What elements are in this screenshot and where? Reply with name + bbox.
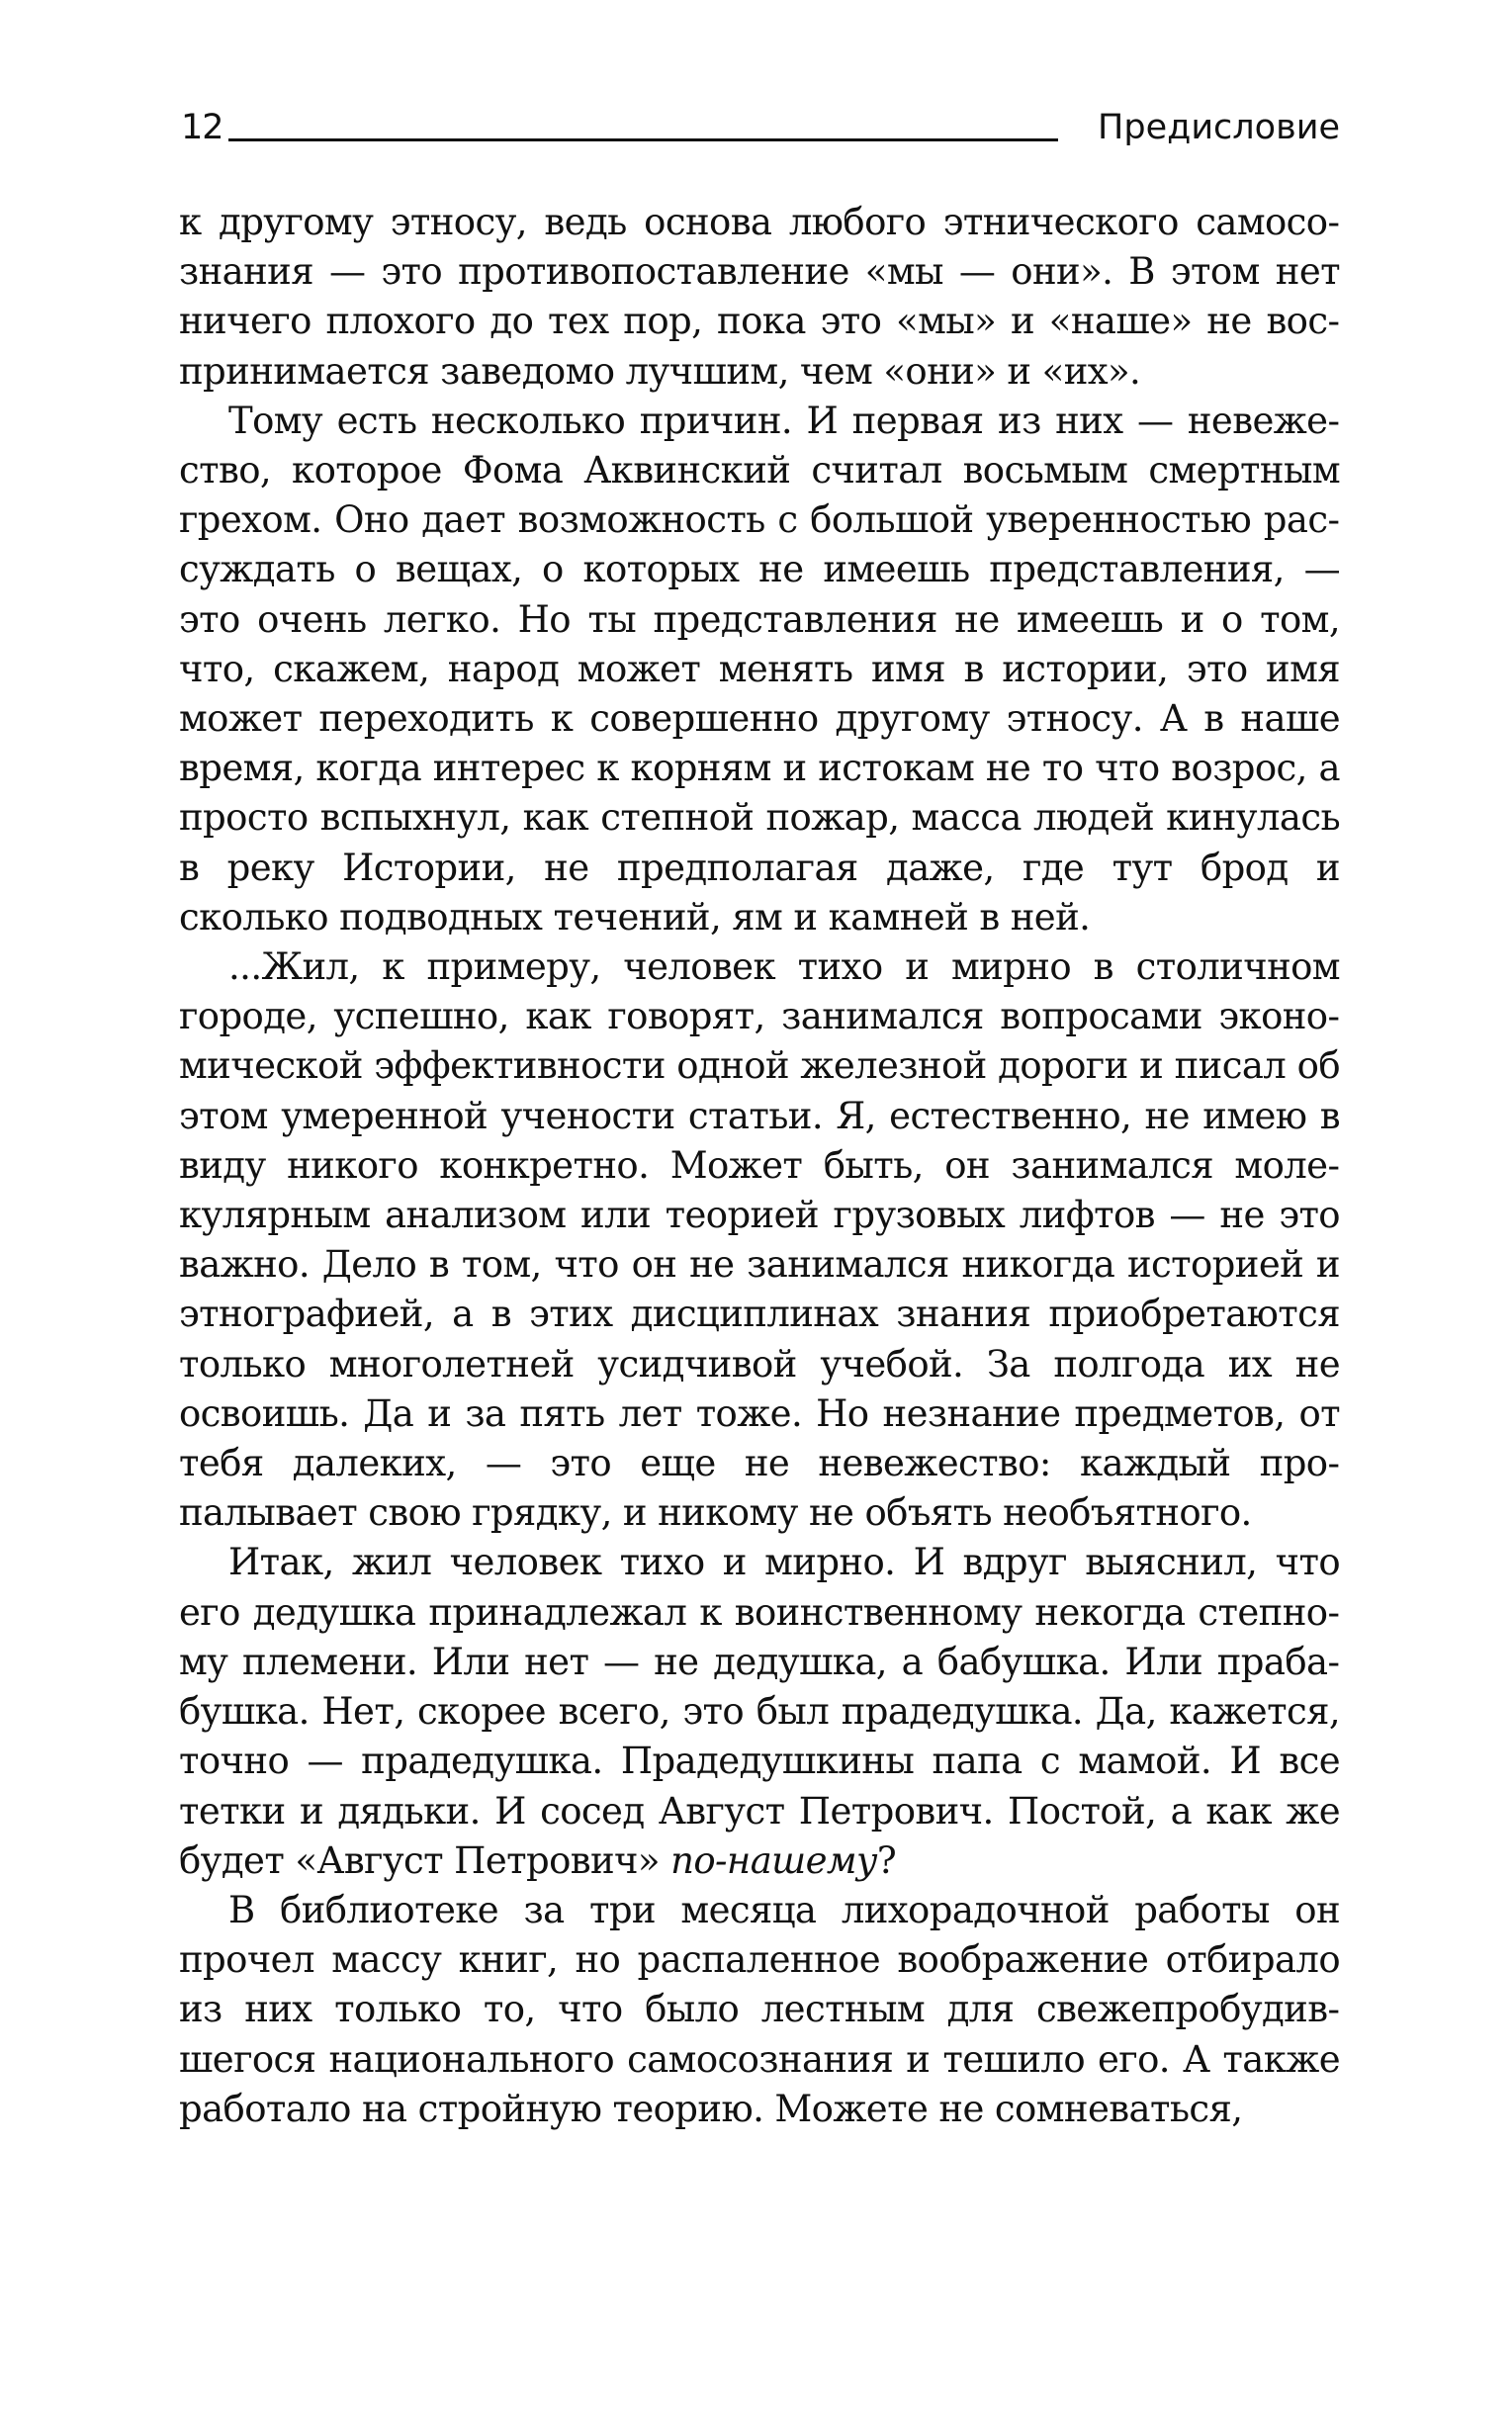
section-title: Предисловие xyxy=(1098,108,1340,147)
paragraph-4-end: ? xyxy=(876,1838,897,1882)
page-number: 12 xyxy=(181,108,223,147)
paragraph-4 xyxy=(179,1538,1340,1885)
body-text xyxy=(179,198,1340,2134)
paragraph-5: В библиотеке за три месяца лихорадочной работы он прочел массу книг, но распаленное воображение отбирало из них только то, что было лестным для свежепробудившегося национального самосознания и тешило его. А также работало на стройную теорию. Можете не сомневаться, xyxy=(179,1888,1340,2130)
paragraph-4-text: Итак, жил человек тихо и мирно. И вдруг выяснил, что его дедушка принадлежал к воинственному некогда степному племени. Или нет — не дедушка, а бабушка. Или прабабушка. Нет, скорее всего, это был прадедушка. Да, кажется, точно — прадедушка. Прадедушкины папа с мамой. И все тетки и дядьки. И сосед Август Петрович. Постой, а как же будет «Август Петрович» xyxy=(179,1541,1340,1882)
paragraph-1: к другому этносу, ведь основа любого этнического самосознания — это противопоставление «мы — они». В этом нет ничего плохого до тех пор, пока это «мы» и «наше» не воспринимается заведомо лучшим, чем «они» и «их». xyxy=(179,201,1340,393)
paragraph-3: ...Жил, к примеру, человек тихо и мирно в столичном городе, успешно, как говорят, занимался вопросами экономической эффективности одной железной дороги и писал об этом умеренной учености статьи. Я, естественно, не имею в виду никого конкретно. Может быть, он занимался молекулярным анализом или теорией грузовых лифтов — не это важно. Дело в том, что он не занимался никогда историей и этнографией, а в этих дисциплинах знания приобретаются только многолетней усидчивой учебой. За полгода их не освоишь. Да и за пять лет тоже. Но незнание предметов, от тебя далеких, — это еще не невежество: каждый пропалывает свою грядку, и никому не объять необъятного. xyxy=(179,945,1340,1535)
header-rule xyxy=(228,138,1058,141)
paragraph-2: Тому есть несколько причин. И первая из них — невежество, которое Фома Аквинский считал восьмым смертным грехом. Оно дает возможность с большой уверенностью рассуждать о вещах, о которых не имеешь представления, — это очень легко. Но ты представления не имеешь и о том, что, скажем, народ может менять имя в истории, это имя может переходить к совершенно другому этносу. А в наше время, когда интерес к корням и истокам не то что возрос, а просто вспыхнул, как степной пожар, масса людей кинулась в реку Истории, не предполагая даже, где тут брод и сколько подводных течений, ям и камней в ней. xyxy=(179,399,1340,939)
italic-emphasis: по-нашему xyxy=(670,1838,877,1882)
running-head xyxy=(181,103,1340,152)
